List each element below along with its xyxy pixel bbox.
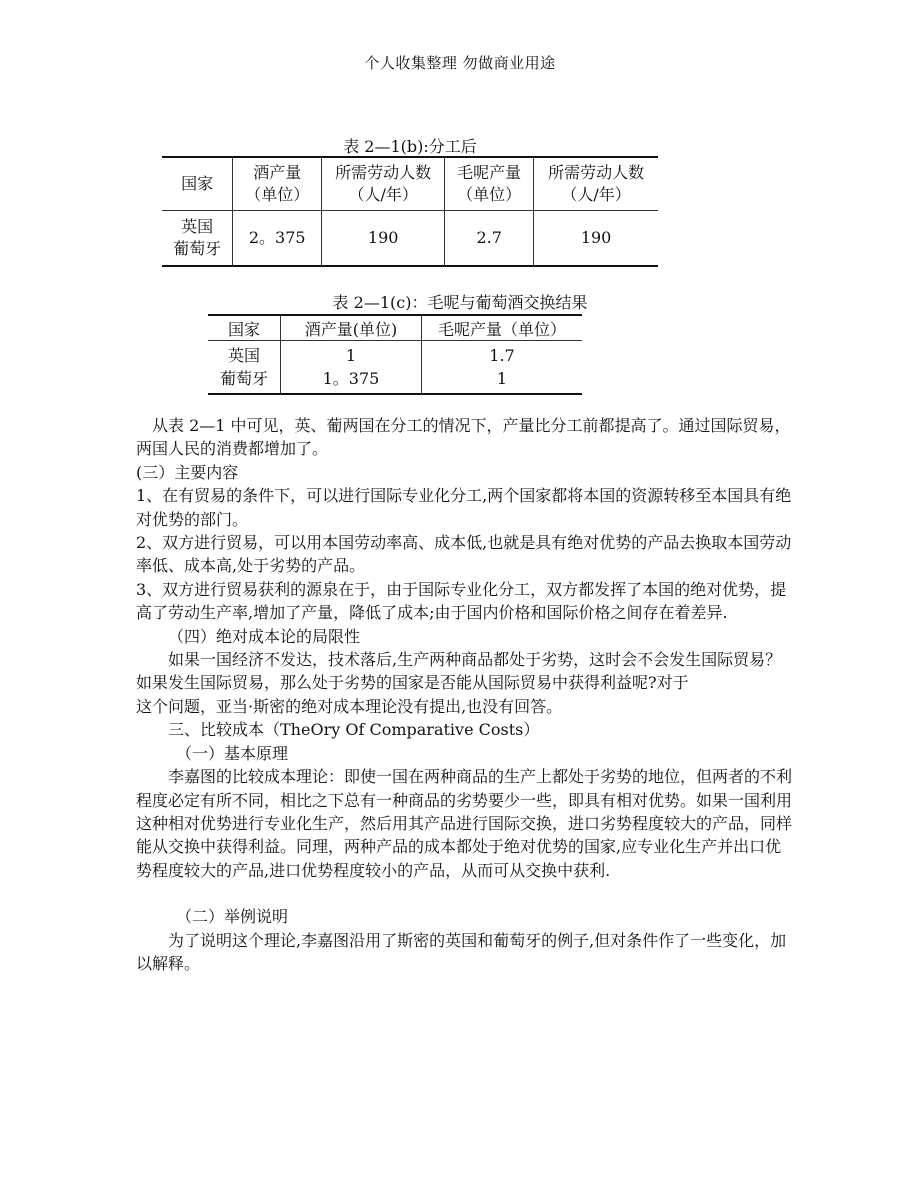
country-cell bbox=[208, 341, 281, 395]
wine-output-cell: 2。375 bbox=[233, 211, 322, 267]
paragraph: 为了说明这个理论,李嘉图沿用了斯密的英国和葡萄牙的例子,但对条件作了一些变化，加以解释。 bbox=[136, 930, 787, 973]
subsection-heading-basic-principle: （一）基本原理 bbox=[176, 743, 289, 763]
section-heading-limitations: （四）绝对成本论的局限性 bbox=[168, 626, 361, 646]
table-row bbox=[208, 341, 582, 395]
wine-value: 1 bbox=[345, 346, 357, 365]
cloth-output-cell bbox=[422, 341, 583, 395]
header-text: 所需劳动人数 bbox=[548, 163, 645, 182]
section-heading-main-content: (三）主要内容 bbox=[136, 462, 239, 482]
header-cell bbox=[445, 157, 534, 211]
table-row bbox=[162, 211, 658, 267]
list-item: 3、双方进行贸易获利的源泉在于，由于国际专业化分工，双方都发挥了本国的绝对优势，提高了劳动生产率,增加了产量，降低了成本;由于国内价格和国际价格之间存在着差异. bbox=[136, 579, 787, 623]
paragraph: 李嘉图的比较成本理论：即使一国在两种商品的生产上都处于劣势的地位，但两者的不利程度必定有所不同，相比之下总有一种商品的劣势要少一些，即具有相对优势。如果一国利用这种相对优势进行专业化生产，然后用其产品进行国际交换，进口劣势程度较大的产品，同样能从交换中获得利益。同理，两种产品的成本都处于绝对优势的国家,应专业化生产并出口优势程度较大的产品,进口优势程度较小的产品，从而可从交换中获利. bbox=[136, 767, 793, 880]
page-header: 个人收集整理 勿做商业用途 bbox=[364, 54, 556, 72]
wine-labor-cell: 190 bbox=[322, 211, 445, 267]
header-unit: （人/年） bbox=[561, 185, 631, 204]
header-cell bbox=[322, 157, 445, 211]
table2-caption: 表 2—1(c)：毛呢与葡萄酒交换结果 bbox=[332, 293, 588, 312]
spacer bbox=[136, 882, 796, 905]
header-unit: （单位） bbox=[245, 185, 310, 204]
cloth-value: 1.7 bbox=[489, 346, 515, 365]
header-text: 国家 bbox=[181, 174, 214, 193]
cloth-labor-cell: 190 bbox=[534, 211, 658, 267]
header-unit: （单位） bbox=[457, 185, 522, 204]
header-cell: 国家 bbox=[208, 315, 281, 341]
header-text: 毛呢产量 bbox=[457, 163, 522, 182]
header-cell: 毛呢产量（单位） bbox=[422, 315, 583, 341]
header-cell: 酒产量(单位) bbox=[281, 315, 422, 341]
country-name: 英国 bbox=[181, 217, 214, 236]
table-header-row bbox=[162, 157, 658, 211]
table-header-row bbox=[208, 315, 582, 341]
subsection-heading-example: （二）举例说明 bbox=[176, 907, 289, 927]
wine-value: 1。375 bbox=[322, 369, 380, 388]
country-name: 葡萄牙 bbox=[173, 239, 222, 258]
body-text bbox=[136, 414, 796, 975]
paragraph: 这个问题，亚当·斯密的绝对成本理论没有提出,也没有回答。 bbox=[136, 696, 563, 716]
header-cell bbox=[534, 157, 658, 211]
header-text: 酒产量 bbox=[253, 163, 302, 182]
paragraph: 如果一国经济不发达，技术落后,生产两种商品都处于劣势，这时会不会发生国际贸易？如果发生国际贸易，那么处于劣势的国家是否能从国际贸易中获得利益呢?对于 bbox=[136, 650, 782, 693]
header-cell bbox=[162, 157, 233, 211]
header-unit: （人/年） bbox=[348, 185, 418, 204]
wine-output-cell bbox=[281, 341, 422, 395]
table1-caption: 表 2—1(b):分工后 bbox=[343, 137, 477, 156]
cloth-value: 1 bbox=[496, 369, 508, 388]
paragraph-summary: 从表 2—1 中可见，英、葡两国在分工的情况下，产量比分工前都提高了。通过国际贸易，两国人民的消费都增加了。 bbox=[136, 416, 791, 459]
country-name: 英国 bbox=[227, 346, 260, 365]
country-name: 葡萄牙 bbox=[219, 369, 268, 388]
list-item: 1、在有贸易的条件下，可以进行国际专业化分工,两个国家都将本国的资源转移至本国具有绝对优势的部门。 bbox=[136, 486, 792, 529]
section-heading-comparative-cost: 三、比较成本（TheOry Of Comparative Costs） bbox=[168, 720, 540, 740]
country-cell bbox=[162, 211, 233, 267]
header-cell bbox=[233, 157, 322, 211]
table-after-division bbox=[162, 156, 658, 267]
list-item: 2、双方进行贸易，可以用本国劳动率高、成本低,也就是具有绝对优势的产品去换取本国劳动率低、成本高,处于劣势的产品。 bbox=[136, 533, 792, 576]
table-exchange-result bbox=[208, 314, 582, 395]
header-text: 所需劳动人数 bbox=[335, 163, 432, 182]
cloth-output-cell: 2.7 bbox=[445, 211, 534, 267]
